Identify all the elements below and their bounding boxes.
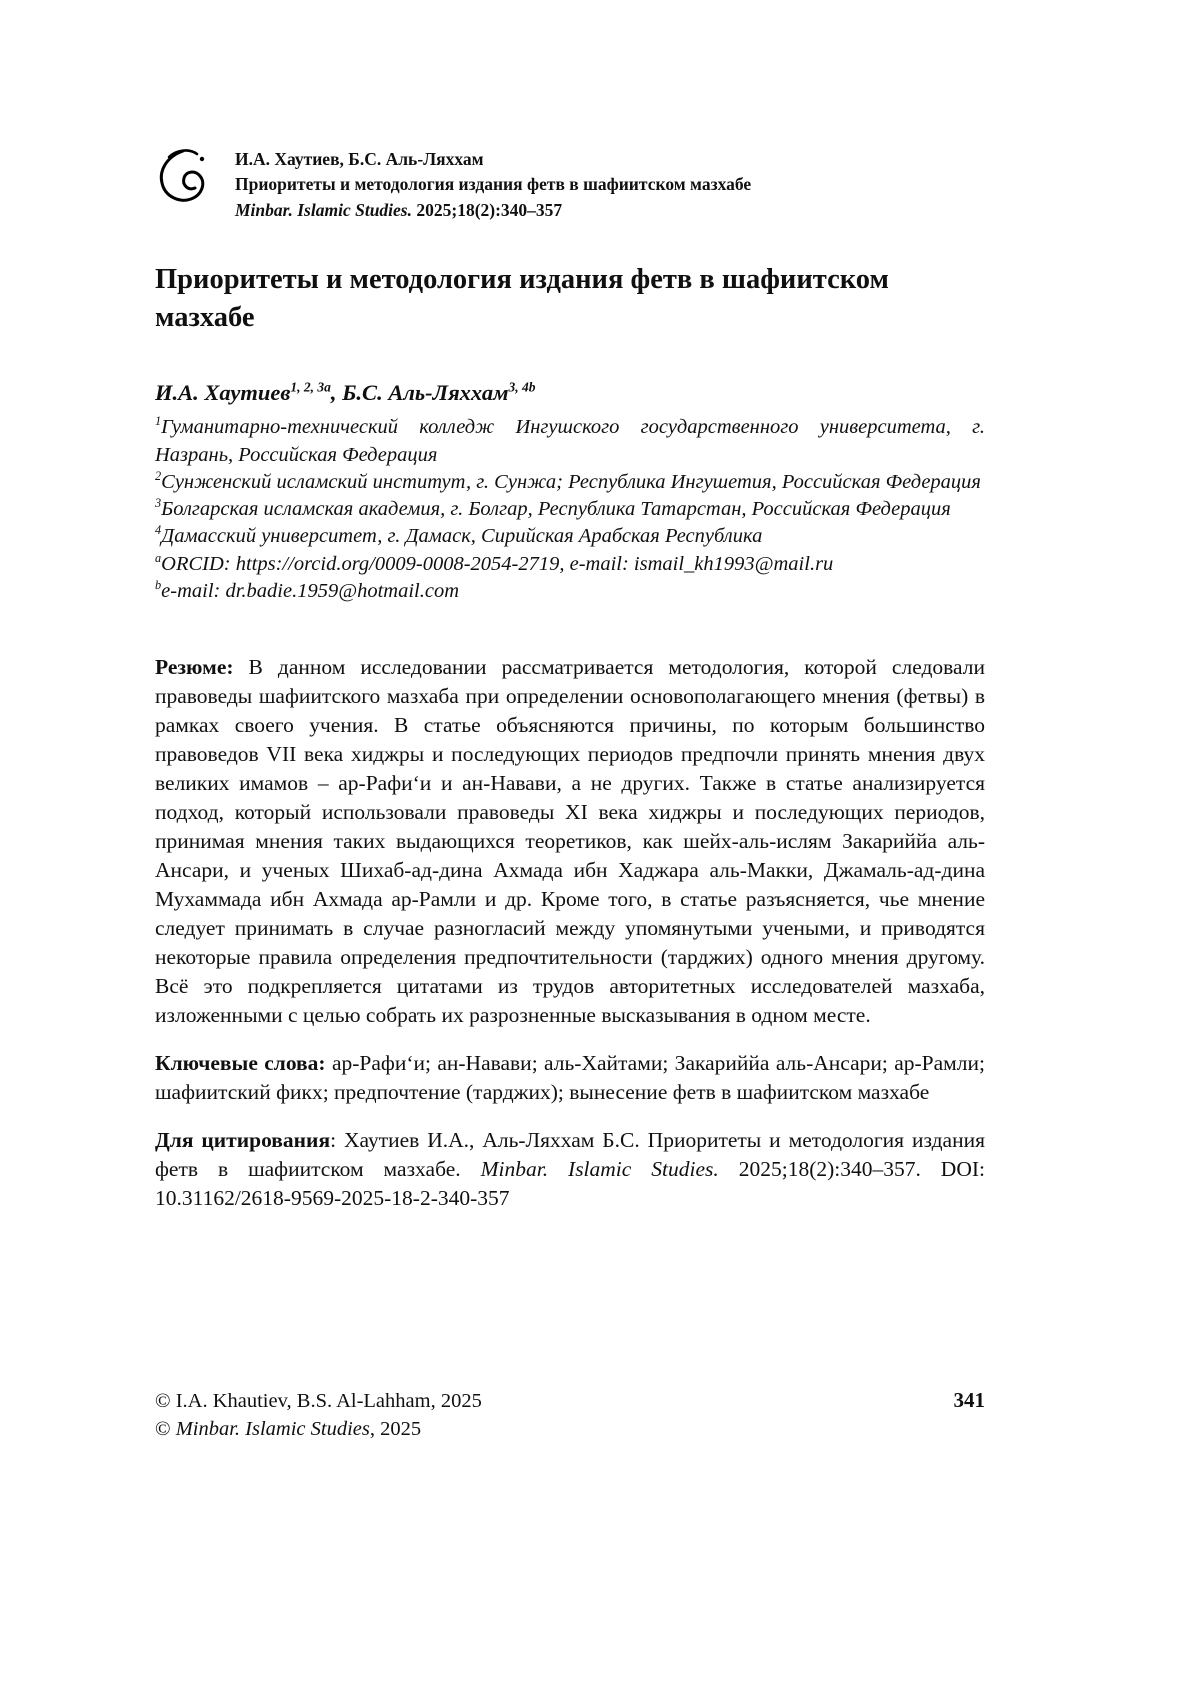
footer-row-2	[155, 1418, 985, 1441]
keywords-paragraph	[155, 1049, 985, 1107]
copyright-journal-name: Minbar. Islamic Studies	[175, 1418, 370, 1440]
citation-text-2: 2025;18(2):340–357. DOI: 10.31162/2618-9569-2025-18-2-340-357	[155, 1157, 985, 1211]
citation-text-1: : Хаутиев И.А., Аль-Ляххам Б.С. Приоритеты и методология издания фетв в шафиитском мазхабе.	[155, 1128, 985, 1182]
affiliations-block	[155, 414, 985, 605]
running-head-text	[235, 146, 751, 223]
copyright-symbol: ©	[155, 1418, 171, 1440]
affiliation-text: Сунженский исламский институт, г. Сунжа; Республика Ингушетия, Российская Федерация	[161, 470, 981, 493]
affiliation-sup: 1	[155, 414, 162, 429]
affiliation-sup: 4	[155, 523, 162, 538]
abstract-paragraph	[155, 653, 985, 1030]
authors-line	[155, 380, 985, 406]
keywords-label: Ключевые слова:	[155, 1051, 326, 1076]
affiliation-sup: a	[155, 550, 162, 565]
affiliation-line	[155, 496, 985, 523]
copyright-authors: © I.A. Khautiev, B.S. Al-Lahham, 2025	[155, 1390, 482, 1412]
affiliation-sup: b	[155, 578, 162, 593]
citation-paragraph	[155, 1126, 985, 1213]
running-head-journal-name: Minbar. Islamic Studies.	[235, 199, 412, 220]
email-line	[155, 578, 985, 605]
abstract-label: Резюме:	[155, 655, 234, 680]
author-1-affil-marks: 1, 2, 3a	[290, 379, 331, 395]
orcid-email-line	[155, 551, 985, 578]
affiliation-text: Дамасский университет, г. Дамаск, Сирийская Арабская Республика	[161, 525, 763, 548]
email-text: e-mail: dr.badie.1959@hotmail.com	[161, 579, 460, 602]
running-head-journal	[235, 198, 751, 223]
running-head-title: Приоритеты и методология издания фетв в шафиитском мазхабе	[235, 174, 752, 195]
author-2-affil-marks: 3, 4b	[508, 379, 536, 395]
affiliation-line	[155, 469, 985, 496]
authors-separator: ,	[330, 380, 337, 406]
affiliation-sup: 2	[155, 469, 162, 484]
citation-journal-name: Minbar. Islamic Studies.	[480, 1157, 719, 1182]
article-title: Приоритеты и методология издания фетв в шафиитском мазхабе	[155, 264, 889, 333]
copyright-year: , 2025	[369, 1418, 422, 1440]
page-footer	[155, 1388, 985, 1441]
journal-logo-icon	[155, 146, 211, 206]
keywords-text: ар-Рафи‘и; ан-Навави; аль-Хайтами; Закариййа аль-Ансари; ар-Рамли; шафиитский фикх; предпочтение (тарджих); вынесение фетв в шафиитском мазхабе	[155, 1051, 985, 1105]
affiliation-line	[155, 523, 985, 550]
affiliation-text: Гуманитарно-технический колледж Ингушского государственного университета, г. Назрань, Российская Федерация	[155, 416, 985, 466]
orcid-email-text: ORCID: https://orcid.org/0009-0008-2054-2719, e-mail: ismail_kh1993@mail.ru	[161, 552, 834, 575]
citation-label: Для цитирования	[155, 1128, 331, 1153]
footer-row-1	[155, 1388, 985, 1413]
affiliation-line	[155, 414, 985, 469]
affiliation-sup: 3	[155, 496, 162, 511]
page-number: 341	[953, 1388, 985, 1412]
author-1-name: И.А. Хаутиев	[155, 380, 291, 406]
running-head-journal-issue: 2025;18(2):340–357	[416, 199, 563, 220]
running-head	[155, 146, 985, 223]
page-content	[155, 0, 985, 1213]
abstract-text: В данном исследовании рассматривается методология, которой следовали правоведы шафиитского мазхаба при определении основополагающего мнения (фетвы) в рамках своего учения. В статье объясняются причины, по которым большинство правоведов VII века хиджры и последующих периодов предпочли принять мнения двух великих имамов – ар-Рафи‘и и ан-Навави, а не других. Также в статье анализируется подход, который использовали правоведы XI века хиджры и последующих периодов, принимая мнения таких выдающихся теоретиков, как шейх-аль-ислям Закариййа аль-Ансари, и ученых Шихаб-ад-дина Ахмада ибн Хаджара аль-Макки, Джамаль-ад-дина Мухаммада ибн Ахмада ар-Рамли и др. Кроме того, в статье разъясняется, чье мнение следует принимать в случае разногласий между упомянутыми учеными, и приводятся некоторые правила определения предпочтительности (тарджих) одного мнения другому. Всё это подкрепляется цитатами из трудов авторитетных исследователей мазхаба, изложенными с целью собрать их разрозненные высказывания в одном месте.	[155, 655, 985, 1028]
author-2-name: Б.С. Аль-Ляххам	[342, 380, 509, 406]
affiliation-text: Болгарская исламская академия, г. Болгар, Республика Татарстан, Российская Федерация	[161, 498, 951, 521]
running-head-authors: И.А. Хаутиев, Б.С. Аль-Ляххам	[235, 149, 484, 169]
